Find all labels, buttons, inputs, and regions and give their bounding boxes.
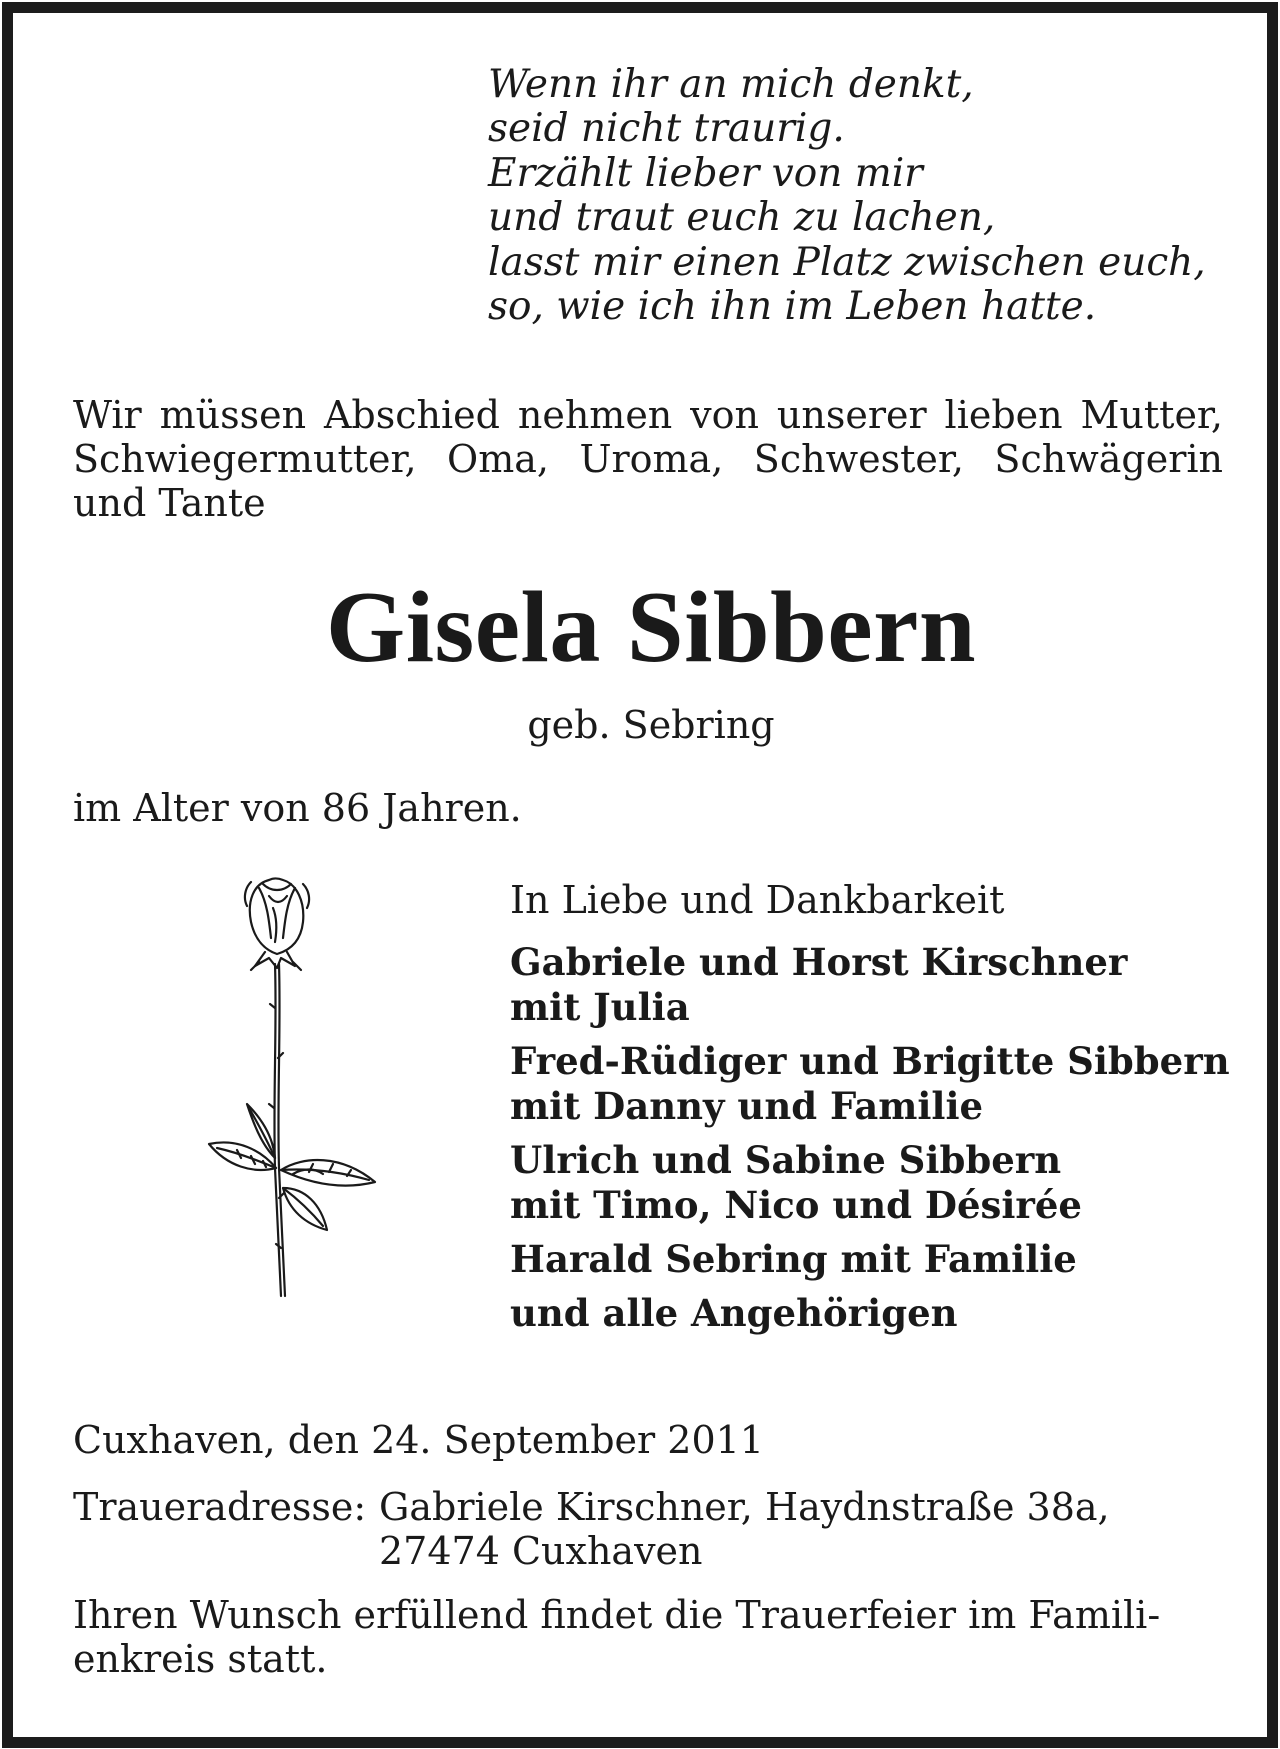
farewell-intro: Wir müssen Abschied nehmen von unserer lieben Mutter, Schwiegermutter, Oma, Uroma, Schwester, Schwägerin und Tante — [73, 393, 1223, 525]
rose-icon — [203, 868, 393, 1312]
family-line: und alle Angehörigen — [510, 1291, 958, 1335]
address-line: 27474 Cuxhaven — [379, 1529, 703, 1573]
obituary-notice — [2, 2, 1278, 1748]
family-line: Fred-Rüdiger und Brigitte Sibbern — [510, 1039, 1230, 1083]
funeral-note — [73, 1593, 1160, 1681]
family-group — [510, 1039, 1230, 1129]
address-indent — [73, 1529, 379, 1573]
birth-name: geb. Sebring — [527, 703, 775, 747]
address-row — [73, 1529, 1110, 1573]
poem-line: Wenn ihr an mich denkt, — [488, 62, 974, 107]
family-line: Ulrich und Sabine Sibbern — [510, 1138, 1062, 1182]
family-line: Gabriele und Horst Kirschner — [510, 940, 1128, 984]
poem-line: so, wie ich ihn im Leben hatte. — [488, 284, 1097, 330]
poem-line: lasst mir einen Platz zwischen euch, — [488, 239, 1206, 285]
address-label: Traueradresse: — [73, 1485, 367, 1529]
address-line: Gabriele Kirschner, Haydnstraße 38a, — [379, 1485, 1110, 1529]
address-row — [73, 1485, 1110, 1529]
family-group — [510, 1138, 1230, 1228]
memorial-poem — [488, 63, 1206, 329]
age-statement: im Alter von 86 Jahren. — [73, 786, 522, 830]
family-group — [510, 1291, 1230, 1336]
funeral-note-line: enkreis statt. — [73, 1637, 328, 1681]
funeral-note-line: Ihren Wunsch erfüllend findet die Trauerfeier im Famili- — [73, 1593, 1161, 1637]
place-date: Cuxhaven, den 24. September 2011 — [73, 1418, 764, 1462]
poem-line: seid nicht traurig. — [488, 106, 845, 152]
deceased-name: Gisela Sibbern — [325, 571, 977, 684]
thanks-line: In Liebe und Dankbarkeit — [510, 878, 1005, 922]
family-group — [510, 1237, 1230, 1282]
family-line: Harald Sebring mit Familie — [510, 1237, 1077, 1281]
family-line: mit Danny und Familie — [510, 1084, 984, 1128]
mourners-list — [510, 878, 1230, 1345]
poem-line: und traut euch zu lachen, — [488, 195, 996, 241]
family-line: mit Timo, Nico und Désirée — [510, 1183, 1082, 1227]
mourning-address — [73, 1485, 1110, 1573]
family-group — [510, 940, 1230, 1030]
family-line: mit Julia — [510, 985, 690, 1029]
poem-line: Erzählt lieber von mir — [488, 150, 923, 196]
